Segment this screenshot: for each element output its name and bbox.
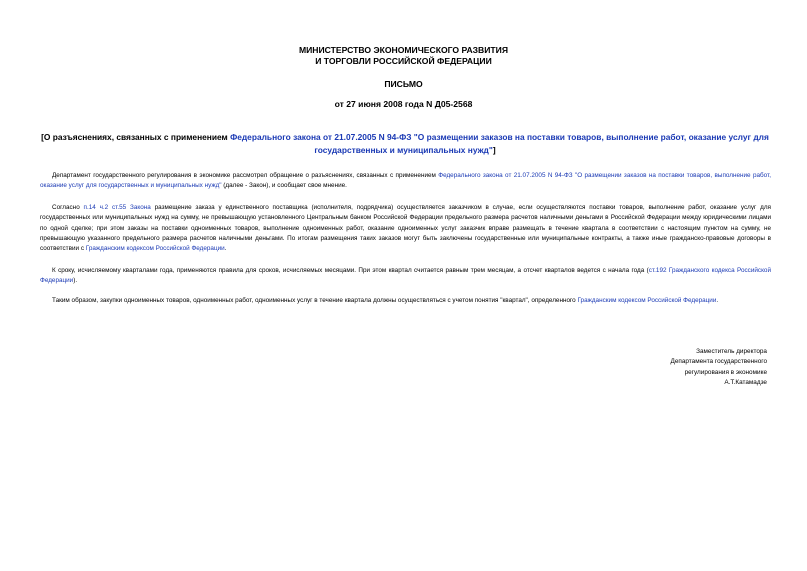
title-prefix: [О разъяснениях, связанных с применением	[41, 132, 231, 142]
signature-department: Департамента государственного	[670, 358, 767, 366]
signature-block	[567, 347, 767, 389]
signature-name: А.Т.Катамадзе	[724, 379, 767, 387]
doc-date-number: от 27 июня 2008 года N Д05-2568	[334, 99, 473, 109]
paragraph-3: К сроку, исчисляемому кварталами года, применяются правила для сроков, исчисляемых месяцами. При этом квартал считается равным трем месяцам, а отсчет кварталов ведется с начала года (ст.192 Гражданского кодекса Российской Федерации).	[40, 267, 771, 285]
doc-type: ПИСЬМО	[384, 79, 423, 89]
document-title	[40, 131, 770, 157]
civil-code-link[interactable]: Гражданским кодексом Российской Федерации	[85, 245, 225, 253]
title-law-link[interactable]: Федерального закона от 21.07.2005 N 94-ФЗ "О размещении заказов на поставки товаров, выполнение работ, оказание услуг для государственных и муниципальных нужд"	[230, 132, 769, 155]
ministry-line-1: МИНИСТЕРСТВО ЭКОНОМИЧЕСКОГО РАЗВИТИЯ	[298, 45, 509, 55]
title-suffix: ]	[492, 145, 496, 155]
ministry-line-2: И ТОРГОВЛИ РОССИЙСКОЙ ФЕДЕРАЦИИ	[315, 56, 492, 66]
law-link[interactable]: Федерального закона от 21.07.2005 N 94-ФЗ "О размещении заказов на поставки товаров, выполнение работ, оказание услуг для государственных и муниципальных нужд"	[40, 172, 771, 190]
signature-position: Заместитель директора	[696, 348, 767, 355]
civil-code-link-2[interactable]: Гражданским кодексом Российской Федерации	[577, 297, 717, 304]
article-55-link[interactable]: п.14 ч.2 ст.55 Закона	[83, 204, 151, 211]
paragraph-2: Согласно п.14 ч.2 ст.55 Закона размещение заказа у единственного поставщика (исполнителя, подрядчика) осуществляется заказчиком в случае, если осуществляются поставки товаров, выполнение работ, оказание услуг для государственных или муниципальных нужд на сумму, не превышающую установленного Центральным банком Российской Федерации предельного размера расчетов наличными деньгами в Российской Федерации между юридическими лицами по одной сделке; при этом заказы на поставки одноименных товаров, выполнение одноименных работ, оказание одноименных услуг заказчик вправе размещать в течение квартала в соответствии с настоящим пунктом на сумму, не превышающую указанного предельного размера расчетов наличными деньгами. По итогам размещения таких заказов могут быть заключены государственные или муниципальные контракты, а также иные гражданско-правовые договоры в соответствии с Гражданским кодексом Российской Федерации.	[40, 204, 771, 253]
paragraph-4: Таким образом, закупки одноименных товаров, одноименных работ, одноименных услуг в течение квартала должны осуществляться с учетом понятия "квартал", определенного Гражданским кодексом Российской Федерации.	[52, 297, 719, 304]
signature-department-2: регулирования в экономике	[684, 368, 767, 376]
article-192-link[interactable]: ст.192 Гражданского кодекса Российской Федерации	[40, 267, 771, 285]
paragraph-1: Департамент государственного регулирования в экономике рассмотрел обращение о разъяснениях, связанных с применением Федерального закона от 21.07.2005 N 94-ФЗ "О размещении заказов на поставки товаров, выполнение работ, оказание услуг для государственных и муниципальных нужд" (далее - Закон), и сообщает свое мнение.	[40, 172, 771, 190]
ministry-header	[0, 45, 807, 67]
